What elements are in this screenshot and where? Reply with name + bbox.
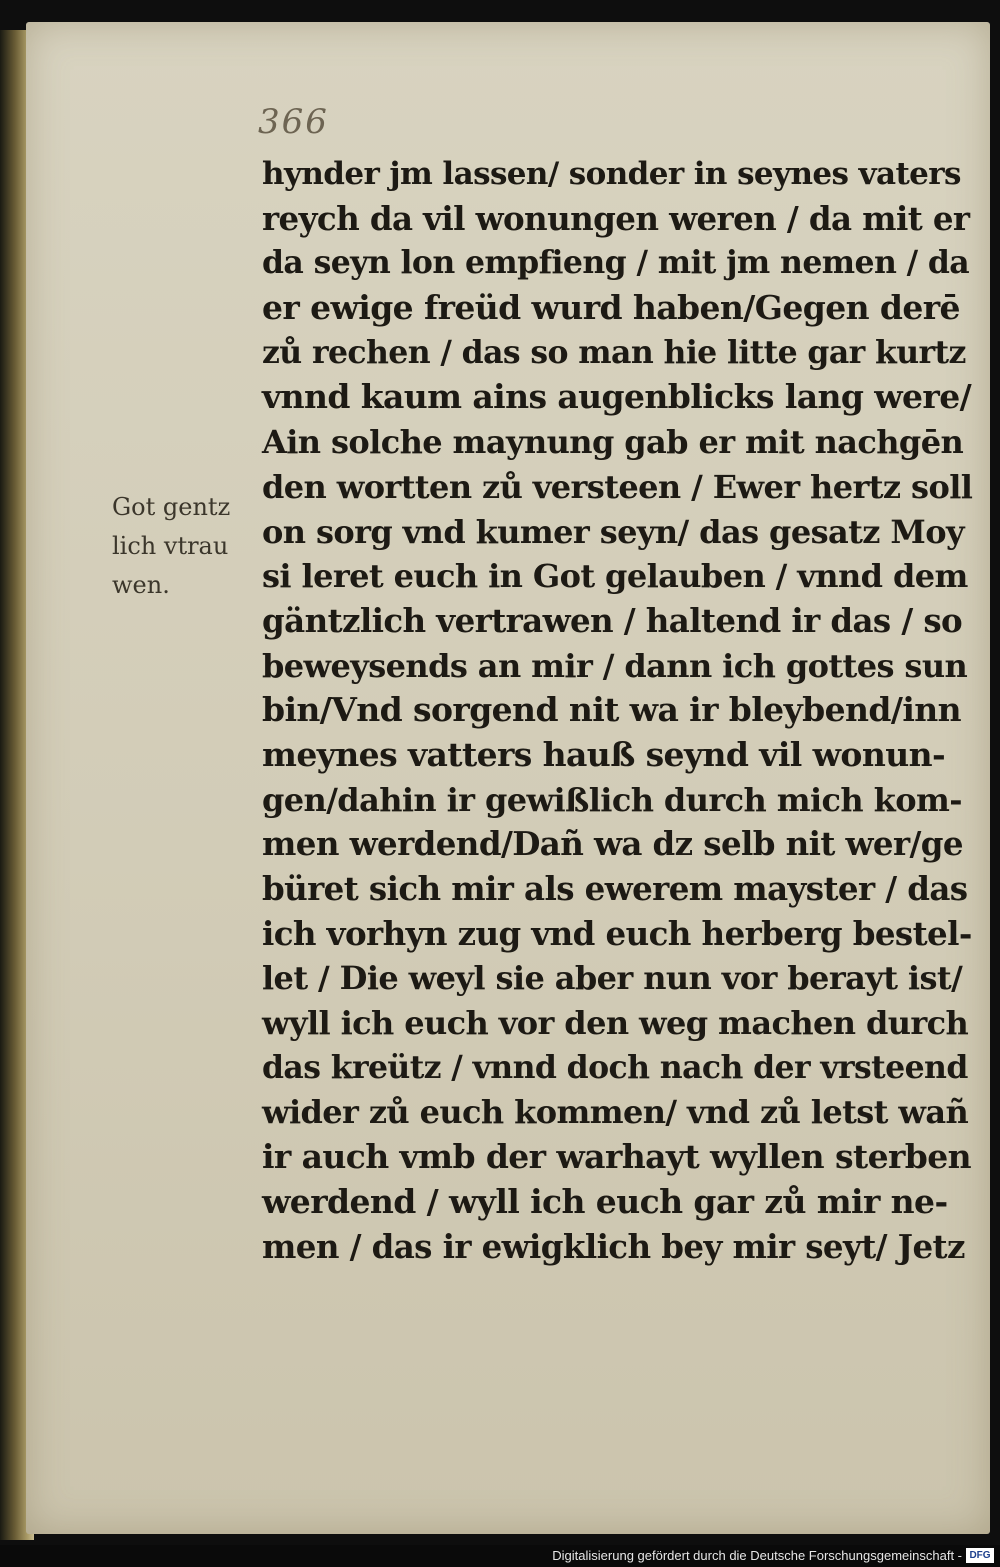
text-line: da seyn lon empfieng / mit jm nemen / da bbox=[262, 244, 970, 282]
text-line: beweysends an mir / dann ich gottes sun bbox=[262, 646, 968, 685]
page-number: 366 bbox=[258, 102, 329, 142]
text-line: reych da vil wonungen weren / da mit er bbox=[262, 198, 970, 238]
text-line: er ewige freüd wurd haben/Gegen derē bbox=[262, 288, 960, 328]
text-line: den wortten zů versteen / Ewer hertz soll bbox=[262, 467, 973, 506]
text-line: ir auch vmb der warhayt wyllen sterben bbox=[262, 1137, 972, 1177]
text-line: werdend / wyll ich euch gar zů mir ne- bbox=[262, 1181, 948, 1221]
text-line: gäntzlich vertrawen / haltend ir das / so bbox=[262, 600, 963, 640]
text-line: wider zů euch kommen/ vnd zů letst wañ bbox=[262, 1093, 969, 1132]
text-line: si leret euch in Got gelauben / vnnd dem bbox=[262, 557, 968, 596]
text-line: men werdend/Dañ wa dz selb nit wer/ge bbox=[262, 824, 963, 864]
text-line: Ain solche maynung gab er mit nachgēn bbox=[262, 423, 964, 462]
marginal-note bbox=[112, 488, 272, 605]
text-line: on sorg vnd kumer seyn/ das gesatz Moy bbox=[262, 512, 964, 551]
text-line: men / das ir ewigklich bey mir seyt/ Jetz bbox=[262, 1226, 965, 1266]
text-line: let / Die weyl sie aber nun vor berayt ist/ bbox=[262, 959, 963, 998]
text-line: meynes vatters hauß seynd vil wonun- bbox=[262, 734, 946, 774]
marginal-note-line: wen. bbox=[112, 571, 170, 599]
marginal-note-line: Got gentz bbox=[112, 493, 231, 521]
digitization-credit: Digitalisierung gefördert durch die Deutsche Forschungsgemeinschaft - bbox=[552, 1548, 962, 1563]
text-line: gen/dahin ir gewißlich durch mich kom- bbox=[262, 780, 962, 819]
text-line: büret sich mir als ewerem mayster / das bbox=[262, 869, 968, 908]
text-line: vnnd kaum ains augenblicks lang were/ bbox=[262, 377, 972, 417]
main-text-block bbox=[262, 152, 972, 1269]
text-line: das kreütz / vnnd doch nach der vrsteend bbox=[262, 1048, 968, 1086]
text-line: bin/Vnd sorgend nit wa ir bleybend/inn bbox=[262, 690, 962, 730]
text-line: ich vorhyn zug vnd euch herberg bestel- bbox=[262, 913, 972, 953]
text-line: wyll ich euch vor den weg machen durch bbox=[262, 1004, 969, 1043]
text-line: hynder jm lassen/ sonder in seynes vaters bbox=[262, 156, 961, 192]
marginal-note-line: lich vtrau bbox=[112, 532, 229, 560]
dfg-logo: DFG bbox=[966, 1548, 994, 1563]
text-line: zů rechen / das so man hie litte gar kurtz bbox=[262, 333, 966, 371]
